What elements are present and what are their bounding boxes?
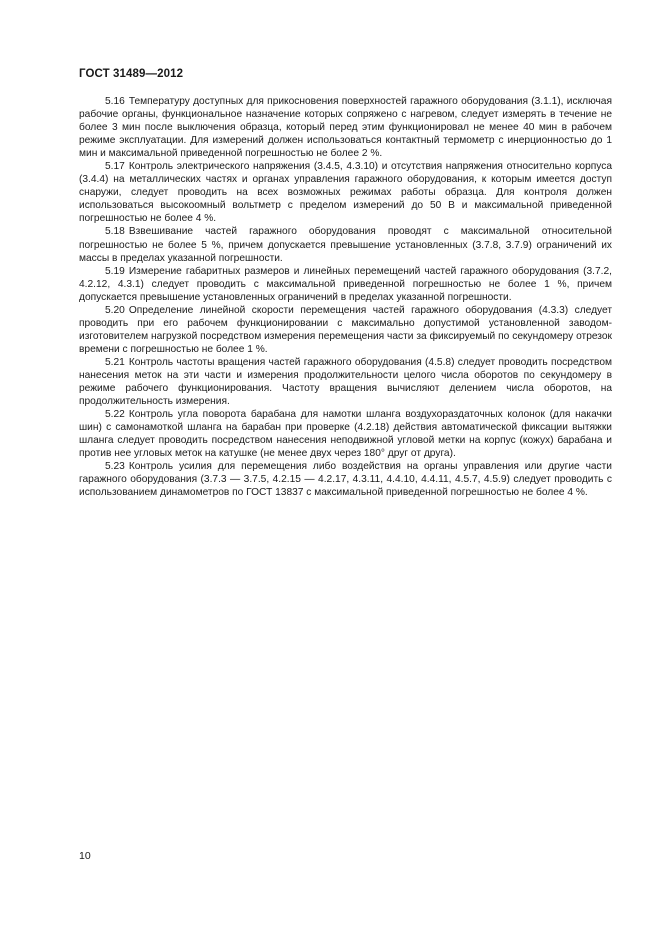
paragraph-number: 5.21 — [105, 356, 125, 368]
paragraph-text: Взвешивание частей гаражного оборудования проводят с максимальной относительной погрешностью не более 5 %, причем допускается превышение установленных (3.7.8, 3.7.9) ограничений их массы в пределах указанной погрешности. — [79, 226, 612, 264]
paragraph-5-23 — [79, 460, 612, 499]
paragraph-5-17 — [79, 160, 612, 225]
document-body — [79, 95, 612, 499]
paragraph-5-18 — [79, 225, 612, 264]
paragraph-text: Измерение габаритных размеров и линейных перемещений частей гаражного оборудования (3.7.2, 4.2.12, 4.3.1) следует проводить с максимальной приведенной погрешностью не более 1 %, причем допускается превышение установленных ограничений в пределах указанной погрешности. — [79, 265, 612, 303]
paragraph-number: 5.19 — [105, 265, 125, 277]
document-header — [79, 68, 183, 80]
paragraph-number: 5.20 — [105, 304, 125, 316]
paragraph-text: Определение линейной скорости перемещения частей гаражного оборудования (4.3.3) следует проводить при его рабочем функционировании с максимально допустимой установленной заводом-изготовителем нагрузкой посредством измерения перемещения части за фиксируемый по секундомеру отрезок времени с погрешностью не более 1 %. — [79, 304, 612, 355]
paragraph-5-19 — [79, 265, 612, 304]
paragraph-number: 5.16 — [105, 96, 125, 107]
paragraph-text: Температуру доступных для прикосновения поверхностей гаражного оборудования (3.1.1), исключая рабочие органы, функциональное назначение которых сопряжено с нагревом, следует измерять в течение не более 3 мин после выключения образца, который перед этим функционировал не менее 40 мин в рабочем режиме эксплуатации. Для измерений должен использоваться контактный термометр с инерционностью до 1 мин и максимальной приведенной погрешностью не более 2 %. — [79, 96, 612, 160]
paragraph-text: Контроль электрического напряжения (3.4.5, 4.3.10) и отсутствия напряжения относительно корпуса (3.4.4) на металлических частях и органах управления гаражного оборудования, к которым имеется доступ снаружи, следует проводить на всех возможных режимах работы образца. Для контроля должен использоваться высокоомный вольтметр с пределом измерений до 50 В и максимальной приведенной погрешностью не более 4 %. — [79, 161, 612, 225]
paragraph-number: 5.17 — [105, 161, 125, 173]
paragraph-5-16 — [79, 95, 612, 160]
paragraph-text: Контроль частоты вращения частей гаражного оборудования (4.5.8) следует проводить посредством нанесения меток на эти части и измерения продолжительности целого числа оборотов по секундомеру в режиме рабочего функционирования. Частоту вращения вычисляют делением числа оборотов, на продолжительность измерения. — [79, 356, 612, 408]
paragraph-5-20 — [79, 304, 612, 356]
standard-code: ГОСТ 31489—2012 — [79, 68, 184, 80]
paragraph-5-22 — [79, 408, 612, 460]
paragraph-number: 5.22 — [105, 409, 125, 421]
paragraph-number: 5.23 — [105, 461, 125, 473]
page-number: 10 — [79, 850, 91, 862]
paragraph-5-21 — [79, 356, 612, 408]
paragraph-text: Контроль усилия для перемещения либо воздействия на органы управления или другие части гаражного оборудования (3.7.3 — 3.7.5, 4.2.15 — 4.2.17, 4.3.11, 4.4.10, 4.4.11, 4.5.7, 4.5.9) следует проводить с использованием динамометров по ГОСТ 13837 с максимальной приведенной погрешностью не более 4 %. — [79, 461, 612, 499]
paragraph-number: 5.18 — [105, 226, 125, 238]
paragraph-text: Контроль угла поворота барабана для намотки шланга воздухораздаточных колонок (для накачки шин) с самонамоткой шланга на барабан при проверке (4.2.18) действия автоматической фиксации вытяжки шланга следует проводить посредством нанесения неподвижной угловой метки на корпус (кожух) барабана и против нее угловых меток на катушке (не менее двух через 180° друг от друга). — [79, 409, 612, 460]
